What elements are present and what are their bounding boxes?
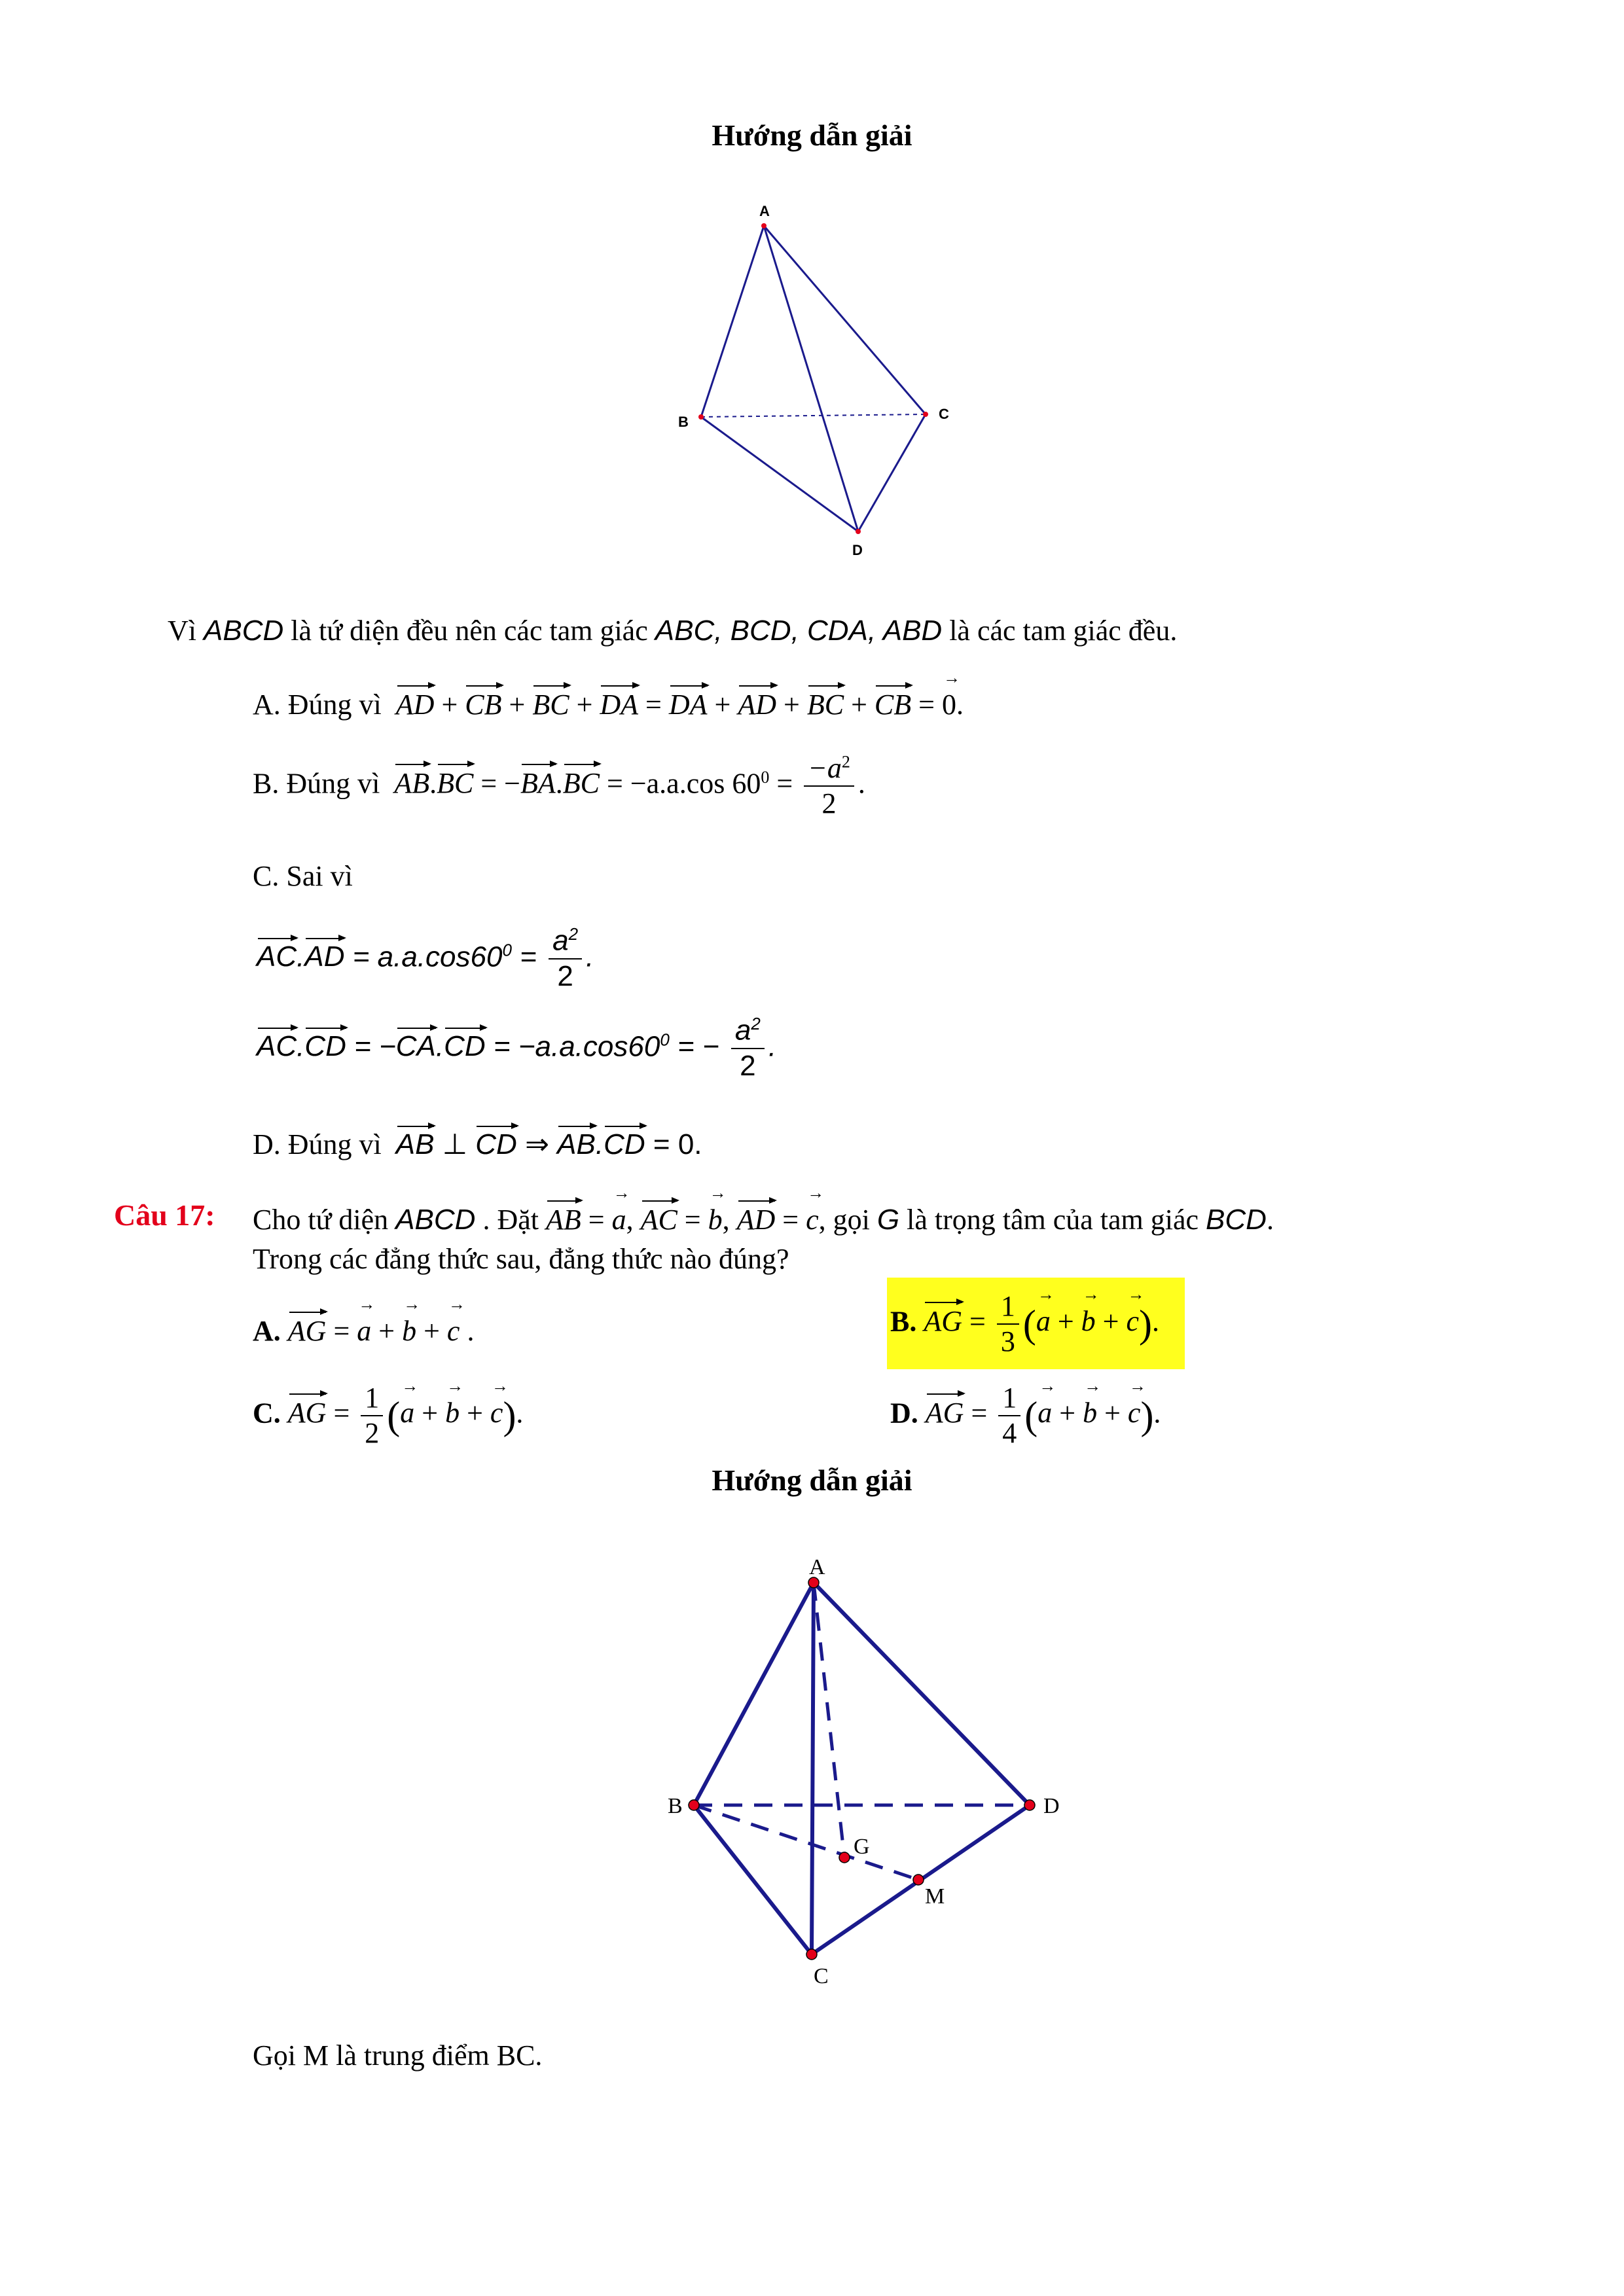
vec-ac-q: AC bbox=[641, 1198, 677, 1236]
vec-cd: CD bbox=[304, 1025, 346, 1063]
vec-b: b → bbox=[708, 1203, 723, 1236]
answer-d-letter: D. bbox=[890, 1397, 918, 1429]
answer-c-vec: AG bbox=[288, 1391, 327, 1429]
option-d-prefix: D. Đúng vì bbox=[253, 1128, 382, 1160]
vec-ab-q: AB bbox=[546, 1198, 581, 1236]
tetrahedron-figure-1 bbox=[655, 190, 982, 563]
answer-d[interactable]: D. AG = $\frac{1}{4}$ (a → + b → + c →). bbox=[890, 1382, 1161, 1450]
vec-ba: BA bbox=[520, 761, 556, 800]
option-c-line-2: $AC.CD = -CA.CD = -a.a.\cos 60^0$ = − $\frac{a^2}{2}$ . bbox=[257, 1014, 777, 1083]
answer-a-vec: AG bbox=[288, 1309, 327, 1348]
vec-cb: CB bbox=[465, 683, 501, 721]
fig1-label-c: C bbox=[939, 406, 949, 422]
q17-abcd: ABCD bbox=[395, 1204, 476, 1236]
vec-cb-2: CB bbox=[875, 683, 911, 721]
option-a-prefix: A. Đúng vì bbox=[253, 689, 382, 721]
vec-da-2: DA bbox=[669, 683, 708, 721]
answer-a[interactable]: A. AG = a → + b → + c → . bbox=[253, 1309, 474, 1348]
vec-ab-d2: AB bbox=[557, 1123, 596, 1161]
vec-ad-q: AD bbox=[737, 1198, 776, 1236]
question-17-label: Câu 17: bbox=[114, 1198, 215, 1232]
fraction-1: $\frac{a^2}{2}$ bbox=[549, 925, 582, 992]
q17-g: G bbox=[876, 1204, 900, 1236]
vec-ca: CA bbox=[396, 1025, 436, 1063]
fig2-label-a: A bbox=[809, 1555, 825, 1579]
vec-cd-2: CD bbox=[444, 1025, 486, 1063]
vec-bc: BC bbox=[532, 683, 569, 721]
heading-huong-dan-giai-1: Hướng dẫn giải bbox=[712, 118, 912, 152]
vec-cd-d2: CD bbox=[604, 1123, 645, 1161]
vec-cd-d: CD bbox=[475, 1123, 517, 1161]
vec-c: c → bbox=[806, 1203, 819, 1236]
answer-c[interactable]: C. AG = $\frac{1}{2}$ (a → + b → + c →). bbox=[253, 1382, 523, 1450]
text-vi: Vì bbox=[168, 615, 196, 647]
option-a-explanation: A. Đúng vì AD + CB + BC + DA = DA + AD + BC + CB = 0 →. bbox=[253, 683, 964, 721]
vec-da: DA bbox=[600, 683, 638, 721]
option-d-tail: = 0. bbox=[653, 1128, 702, 1160]
question-17-line-1: Cho tứ diện ABCD . Đặt AB = a →, AC = b →, AD = c →, gọi G là trọng tâm của tam giác BCD. bbox=[253, 1198, 1274, 1236]
fig2-label-b: B bbox=[668, 1794, 683, 1818]
answer-b[interactable]: B. AG = $\frac{1}{3}$ (a → + b → + c →). bbox=[890, 1291, 1159, 1358]
vec-ab-d: AB bbox=[396, 1123, 435, 1161]
fig2-label-c: C bbox=[814, 1964, 829, 1988]
answer-c-coef: $\frac{1}{2}$ bbox=[361, 1382, 383, 1450]
vec-bc-b: BC bbox=[563, 761, 600, 800]
rhs-2: = −a.a.cos60 bbox=[493, 1030, 660, 1063]
option-b-explanation: B. Đúng vì AB.BC = −BA.BC = −a.a.cos $60^0$ = $\frac{-a^2}{2}$ . bbox=[253, 752, 865, 820]
question-17-line-2: Trong các đẳng thức sau, đẳng thức nào đúng? bbox=[253, 1243, 789, 1275]
vec-ad: AD bbox=[396, 683, 435, 721]
answer-d-vec: AG bbox=[926, 1391, 964, 1429]
vec-bc: BC bbox=[437, 761, 473, 800]
vec-zero: 0 → bbox=[942, 688, 956, 721]
perp-symbol: ⊥ bbox=[442, 1128, 468, 1160]
fig1-label-b: B bbox=[678, 414, 689, 430]
fig1-label-d: D bbox=[852, 542, 863, 558]
answer-a-letter: A. bbox=[253, 1315, 281, 1347]
answer-b-coef: $\frac{1}{3}$ bbox=[997, 1291, 1019, 1358]
q17-text-4: là trọng tâm của tam giác bbox=[907, 1204, 1199, 1236]
vec-a: a → bbox=[612, 1203, 626, 1236]
tetrahedron-figure-2 bbox=[655, 1532, 1113, 1990]
vec-bc-2: BC bbox=[807, 683, 844, 721]
q17-text-1: Cho tứ diện bbox=[253, 1204, 389, 1236]
vec-ac-2: AC bbox=[257, 1025, 297, 1063]
last-line: Gọi M là trung điểm BC. bbox=[253, 2039, 543, 2072]
answer-b-vec: AG bbox=[924, 1299, 962, 1338]
fig2-label-m: M bbox=[925, 1884, 945, 1909]
vec-ac: AC bbox=[257, 935, 297, 973]
text-end: là các tam giác đều. bbox=[949, 615, 1178, 647]
option-c-line-1: $AC.AD = a.a.\cos 60^0$ = $\frac{a^2}{2}$ . bbox=[257, 924, 594, 993]
vec-ad: AD bbox=[304, 935, 344, 973]
fig2-label-d: D bbox=[1043, 1794, 1060, 1818]
vec-ad-2: AD bbox=[738, 683, 776, 721]
fig1-label-a: A bbox=[759, 203, 770, 219]
q17-text-3: gọi bbox=[833, 1204, 870, 1236]
option-d-explanation: D. Đúng vì AB ⊥ CD ⇒ AB.CD = 0. bbox=[253, 1123, 702, 1161]
fraction-2: $\frac{a^2}{2}$ bbox=[731, 1014, 765, 1082]
vec-ab: AB bbox=[394, 761, 429, 800]
heading-huong-dan-giai-2: Hướng dẫn giải bbox=[712, 1463, 912, 1497]
option-b-prefix: B. Đúng vì bbox=[253, 767, 380, 800]
line-vi-abcd bbox=[168, 614, 1177, 647]
answer-b-letter: B. bbox=[890, 1305, 917, 1338]
q17-bcd: BCD bbox=[1206, 1204, 1267, 1236]
option-c-prefix: C. Sai vì bbox=[253, 860, 353, 892]
fraction-a2-over-2: $\frac{-a^2}{2}$ bbox=[804, 753, 854, 820]
answer-d-coef: $\frac{1}{4}$ bbox=[998, 1382, 1020, 1450]
q17-text-2: . Đặt bbox=[482, 1204, 539, 1236]
answer-c-letter: C. bbox=[253, 1397, 281, 1429]
rhs-1: = a.a.cos60 bbox=[352, 941, 503, 973]
math-abcd: ABCD bbox=[204, 615, 284, 647]
option-b-rhs: = −a.a.cos 60 bbox=[607, 767, 761, 800]
degree: 0 bbox=[761, 767, 770, 787]
math-triangles: ABC, BCD, CDA, ABD bbox=[655, 615, 943, 647]
text-mid: là tứ diện đều nên các tam giác bbox=[291, 615, 648, 647]
fig2-label-g: G bbox=[854, 1835, 870, 1859]
